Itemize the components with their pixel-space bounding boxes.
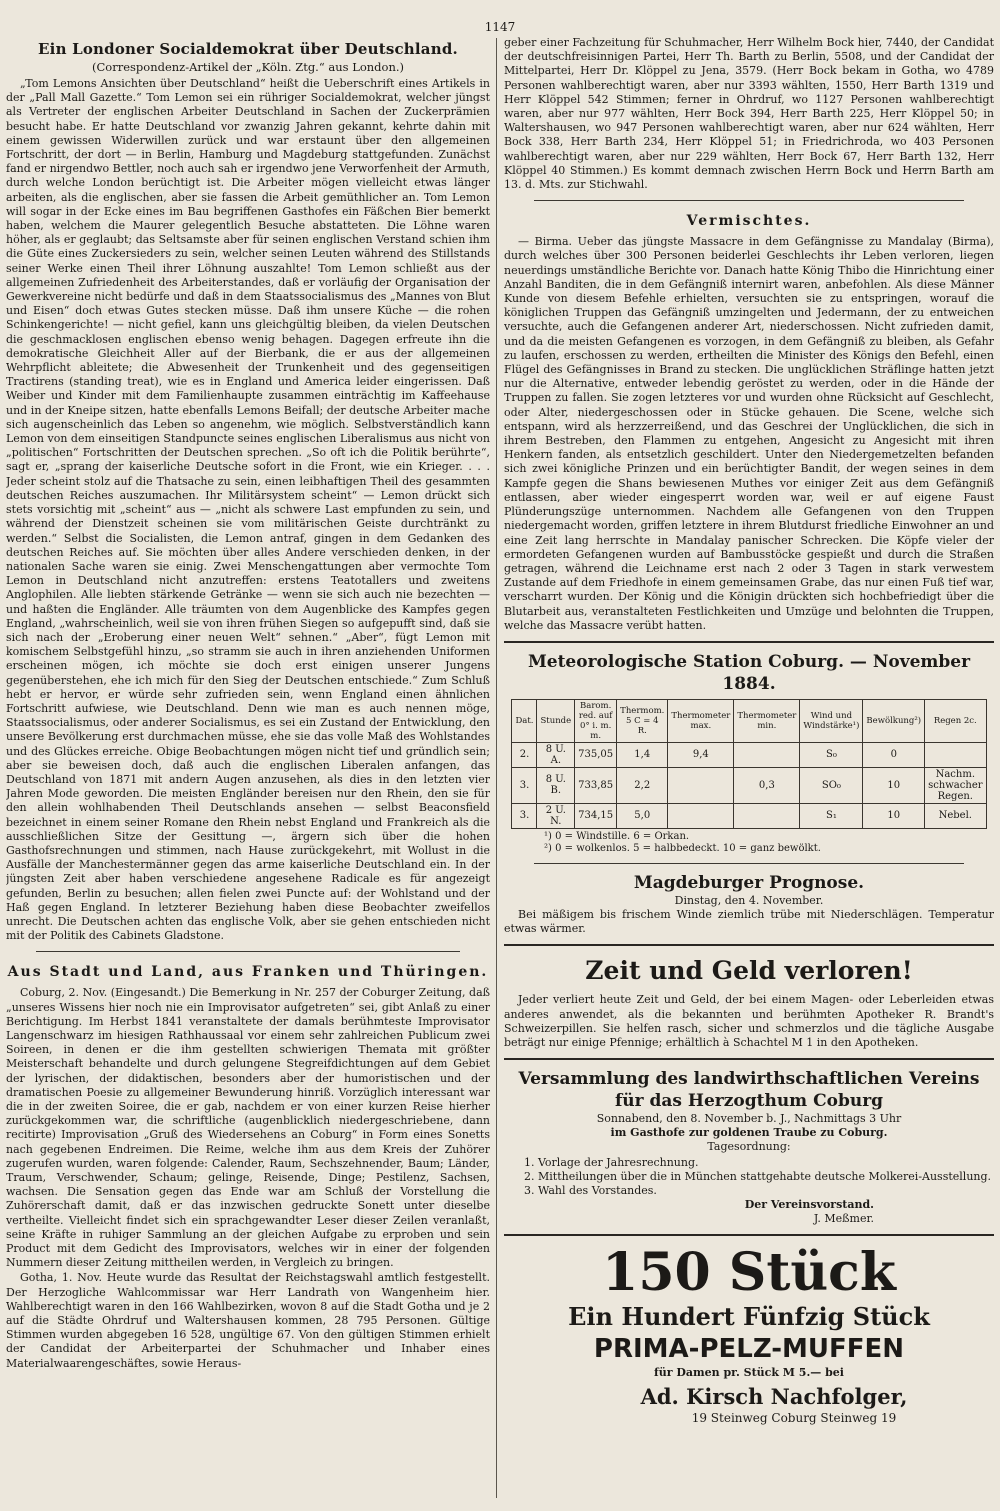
election-continuation: geber einer Fachzeitung für Schuhmacher, Herr Wilhelm Bock hier, 7440, der Candidat der deutschfreisinnigen Partei, Herr Th. Barth zu Berlin, 5508, und der Candidat der Mittelpartei, Herr Dr. Klöppel zu Jena, 3579. (Herr Bock bekam in Gotha, wo 4789 Personen wahlberechtigt waren, aber nur 3393 wählten, 1550, Herr Barth 1319 und Herr Klöppel 542 Stimmen; ferner in Ohrdruf, wo 1127 Personen wahlberechtigt waren, aber nur 977 wählten, Herr Bock 394, Herr Barth 225, Herr Klöppel 50; in Waltershausen, wo 947 Personen wahlberechtigt waren, aber nur 624 wählten, Herr Bock 338, Herr Barth 234, Herr Klöppel 51; in Friedrichroda, wo 403 Personen wahlberechtigt waren, aber nur 229 wählten, Herr Bock 67, Herr Barth 132, Herr Klöppel 40 Stimmen.) Es kommt demnach zwischen Herrn Bock und Herrn Barth am 13. d. Mts. zur Stichwahl. — [504, 36, 994, 192]
ad-meeting-agenda — [524, 1156, 994, 1198]
weather-cell — [734, 742, 800, 767]
misc-rule — [534, 200, 964, 201]
weather-cell: 734,15 — [575, 803, 617, 828]
ad-meeting-signature: Der Vereinsvorstand. — [744, 1198, 874, 1212]
weather-cell: 8 U. A. — [537, 742, 575, 767]
ad-muffs-count: 150 Stück — [602, 1242, 896, 1304]
weather-cell: 5,0 — [617, 803, 668, 828]
ad-muffs-price: für Damen pr. Stück M 5.— bei — [654, 1366, 844, 1380]
ad-meeting-date: Sonnabend, den 8. November b. J., Nachmittags 3 Uhr — [596, 1112, 902, 1126]
left-column — [6, 36, 490, 1506]
weather-cell: 8 U. B. — [537, 767, 575, 803]
weather-header: Thermometer max. — [668, 699, 734, 742]
weather-cell: Nebel. — [925, 803, 986, 828]
ad-muffs-count-words: Ein Hundert Fünfzig Stück — [568, 1302, 930, 1332]
section-heading: Aus Stadt und Land, aus Franken und Thüringen. — [7, 964, 489, 981]
weather-cell — [925, 742, 986, 767]
forecast-title: Magdeburger Prognose. — [633, 872, 865, 893]
weather-cell: 2,2 — [617, 767, 668, 803]
weather-header: Regen 2c. — [925, 699, 986, 742]
ad-rule — [504, 1058, 994, 1060]
weather-title: Meteorologische Station Coburg. — November 1884. — [527, 651, 971, 694]
weather-note: ¹) 0 = Windstille. 6 = Orkan. — [544, 830, 690, 842]
column-divider — [496, 38, 497, 1498]
weather-header: Stunde — [537, 699, 575, 742]
weather-header: Wind und Windstärke¹) — [800, 699, 863, 742]
weather-cell: 733,85 — [575, 767, 617, 803]
weather-cell: 3. — [512, 803, 537, 828]
coburg-report: Coburg, 2. Nov. (Eingesandt.) Die Bemerkung in Nr. 257 der Coburger Zeitung, daß „unseres Wissens hier noch nie ein Improvisator aufgetreten“ sei, gibt Anlaß zu einer Berichtigung. Im Herbst 1841 veranstaltete der damals berühmteste Improvisator Langenschwarz im hiesigen Rathhaussaal vor einem sehr zahlreichen Publicum zwei Soireen, in denen er die ihm gestellten schwierigen Themata mit größter Meisterschaft behandelte und durch gelungene Stegreifdichtungen auf dem Gebiet der lyrischen, der didaktischen, besonders aber der humoristischen und der dramatischen Poesie zu allgemeiner Bewunderung hinriß. Vorzüglich interessant war die in der zweiten Soiree, die er gab, nachdem er von einer kurzen Reise hierher zurückgekommen war, die schriftliche (augenblicklich niedergeschriebene, dann recitirte) Improvisation „Gruß des Wiedersehens an Coburg“ in Form eines Sonetts nach gegebenen Endreimen. Die Reime, welche ihm aus dem Kreis der Zuhörer zugerufen wurden, waren folgende: Calender, Raum, Sechszehnender, Baum; Länder, Traum, Verschwender, Schaum; gelinge, Reisende, Dinge; Pestilenz, Sachsen, wachsen. Die Sensation gegen das Ende war am Schluß der Vorstellung die Zuhörerschaft damit, daß er das inzwischen gedruckte Sonett unter dieselbe vertheilte. Vielleicht findet sich ein sprachgewandter Leser dieser Zeilen veranlaßt, seine Kräfte in ruhiger Sammlung an der gleichen Aufgabe zu erproben und sein Product mit dem Gedicht des Improvisators, welches wir in einer der folgenden Nummern dieser Zeitung mittheilen werden, in Vergleich zu bringen. — [6, 986, 490, 1270]
weather-cell: 0,3 — [734, 767, 800, 803]
weather-cell: 10 — [863, 767, 925, 803]
agenda-item: 1. Vorlage der Jahresrechnung. — [524, 1156, 699, 1170]
ad-muffs-address: 19 Steinweg Coburg Steinweg 19 — [691, 1411, 897, 1426]
misc-heading: Vermischtes. — [686, 213, 812, 230]
page-number: 1147 — [484, 20, 516, 34]
agenda-item: 2. Mittheilungen über die in München stattgehabte deutsche Molkerei-Ausstellung. — [524, 1170, 992, 1184]
article-body: „Tom Lemons Ansichten über Deutschland“ heißt die Ueberschrift eines Artikels in der „Pall Mall Gazette.“ Tom Lemon sei ein rühriger Socialdemokrat, welcher jüngst als Vertreter der englischen Arbeiter Deutschland in Sachen der Zuckerprämien besucht habe. Er hatte Deutschland vor zwanzig Jahren gekannt, kehrte dahin mit einem gewissen Widerwillen zurück und war erstaunt über den allgemeinen Fortschritt, der dort — in Berlin, Hamburg und Magdeburg stattgefunden. Zunächst fand er nirgendwo Bettler, noch auch sah er irgendwo jene Verworfenheit der Armuth, durch welche London berüchtigt ist. Die Arbeiter mögen vielleicht etwas länger arbeiten, als die englischen, aber sie fassen die Arbeit gemüthlicher an. Tom Lemon will sogar in der Ecke eines im Bau begriffenen Gasthofes ein Fäßchen Bier bemerkt haben, welchem die Maurer gelegentlich Besuche abstatteten. Die Löhne waren höher, als er geglaubt; das Seltsamste aber für seinen englischen Verstand schien ihm die Güte eines Zuckersieders zu sein, welcher seinen Leuten während des Stillstands seiner Werke einen Theil ihrer Löhnung auszahlte! Tom Lemon schließt aus der allgemeinen Zufriedenheit des Arbeiterstandes, daß er vorläufig der Organisation der Gewerkvereine nicht bedürfe und daß in dem Staatssocialismus des „Mannes von Blut und Eisen“ doch etwas Gutes stecken müsse. Daß ihm unsere Küche — die rohen Schinkengerichte! — nicht gefiel, kann uns gleichgültig bleiben, da vielen Deutschen die geschmacklosen englischen ebenso wenig behagen. Dagegen erfreute ihn die demokratische Gleichheit Aller auf der Bierbank, die er aus der allgemeinen Wehrpflicht ableitete; die Abwesenheit der Trunkenheit und des gegenseitigen Tractirens (standing treat), wie es in England und America leider eingerissen. Daß Weiber und Kinder mit dem Familienhaupte zusammen einträchtig im Kaffeehause und in der Kneipe sitzen, hatte ebenfalls Lemons Beifall; der deutsche Arbeiter mache sich augenscheinlich das Leben so angenehm, wie möglich. Selbstverständlich kann Lemon von dem einseitigen Standpuncte seines englischen Liberalismus aus nicht von „politischen“ Fortschritten der Deutschen sprechen. „So oft ich die Politik berührte“, sagt er, „sprang der kaiserliche Deutsche sofort in die Front, wie ein Krieger. . . . Jeder scheint stolz auf die Thatsache zu sein, einen leibhaftigen Theil des gesammten deutschen Reiches auszumachen. Ihr Militärsystem scheint“ — Lemon drückt sich stets vorsichtig mit „scheint“ aus — „nicht als schwere Last empfunden zu sein, und während der Dienstzeit scheinen sie vom militärischen Geiste durchtränkt zu werden.“ Selbst die Socialisten, die Lemon antraf, gingen in dem Gedanken des deutschen Reiches auf. Sie möchten über alles Andere verschieden denken, in der nationalen Sache waren sie einig. Zwei Menschengattungen aber vermochte Tom Lemon in Deutschland nicht anzutreffen: erstens Teatotallers und zweitens Anglophilen. Alle liebten stärkende Getränke — wenn sie sich auch nie bezechten — und haßten die Engländer. Alle träumten von dem Augenblicke des Kampfes gegen England, „wahrscheinlich, weil sie von ihren frühen Siegen so aufgepufft sind, daß sie sich nach der „Eroberung einer neuen Welt“ sehnen.“ „Aber“, fügt Lemon mit komischem Selbstgefühl hinzu, „so stramm sie auch in ihren anziehenden Uniformen erscheinen mögen, ich möchte sie doch erst einigen unserer Jungens gegenüberstehen, ehe ich mich für den Sieg der Deutschen entschiede.“ Zum Schluß hebt er hervor, er würde sehr zufrieden sein, wenn England einen ähnlichen Fortschritt aufwiese, wie Deutschland. Denn wie man es auch nennen möge, Staatssocialismus, oder anderer Socialismus, es sei ein Zustand der Entwicklung, den unsere Bevölkerung erst durchmachen müsse, ehe sie das volle Maß des Wohlstandes und des Glückes erreiche. Obige Beobachtungen mögen nicht tief und gründlich sein; aber sie beweisen doch, daß auch die englischen Liberalen anfangen, das Deutschland von 1871 mit andern Augen anzusehen, als dies in den letzten vier Jahren Mode geworden. Die meisten Engländer bereisen nur den Rhein, den sie für den allein wohlhabenden Theil Deutschlands ansehen — selbst Beaconsfield bezeichnet in einem seiner Romane den Rhein nebst England und Frankreich als die ausschließlichen Sitze der Gesittung —, ärgern sich über die hohen Gasthofsrechnungen und stimmen, nach Hause zurückgekehrt, mit Wollust in die Ausfälle der Manchestermänner gegen das arme kaiserliche Deutschland ein. In der jüngsten Zeit aber haben verschiedene angesehene Radicale es für angezeigt gefunden, Berlin zu besuchen; allen fielen zwei Puncte auf: der Wohlstand und der Haß gegen England. In letzterer Beziehung haben diese Beobachter zweifellos unrecht. Die Deutschen achten das englische Volk, aber sie gehen entschieden nicht mit der Politik des Cabinets Gladstone. — [6, 77, 490, 943]
weather-cell: SO₀ — [800, 767, 863, 803]
weather-note: ²) 0 = wolkenlos. 5 = halbbedeckt. 10 = ganz bewölkt. — [544, 842, 821, 854]
weather-cell: 9,4 — [668, 742, 734, 767]
ad-meeting-place: im Gasthofe zur goldenen Traube zu Coburg. — [610, 1126, 888, 1140]
gotha-report: Gotha, 1. Nov. Heute wurde das Resultat der Reichstagswahl amtlich festgestellt. Der Herzogliche Wahlcommissar war Herr Landrath von Wangenheim hier. Wahlberechtigt waren in den 166 Wahlbezirken, wovon 8 auf die Stadt Gotha und je 2 auf die Städte Ohrdruf und Waltershausen kommen, 28 795 Personen. Gültige Stimmen wurden abgegeben 16 528, ungültige 67. Von den gültigen Stimmen erhielt der Candidat der Arbeiterpartei der Schuhmacher und Inhaber eines Materialwaarengeschäftes, sowie Heraus- — [6, 1271, 490, 1370]
ad-rule — [504, 1234, 994, 1236]
weather-table — [511, 699, 986, 829]
weather-cell: 2. — [512, 742, 537, 767]
ad-pills-title: Zeit und Geld verloren! — [585, 956, 913, 986]
forecast-text: Bei mäßigem bis frischem Winde ziemlich trübe mit Niederschlägen. Temperatur etwas wärmer. — [504, 907, 994, 936]
article-headline: Ein Londoner Socialdemokrat über Deutschland. — [38, 40, 458, 58]
weather-header: Barom. red. auf 0° i. m. m. — [575, 699, 617, 742]
ad-rule — [504, 944, 994, 946]
weather-header: Bewölkung²) — [863, 699, 925, 742]
weather-cell — [668, 803, 734, 828]
ad-meeting-agenda-title: Tagesordnung: — [707, 1140, 791, 1154]
weather-row — [512, 803, 986, 828]
right-column — [504, 36, 994, 1506]
weather-cell: S₀ — [800, 742, 863, 767]
ad-muffs-firm: Ad. Kirsch Nachfolger, — [640, 1384, 908, 1410]
weather-cell: 2 U. N. — [537, 803, 575, 828]
weather-cell: 3. — [512, 767, 537, 803]
weather-cell — [734, 803, 800, 828]
weather-header: Dat. — [512, 699, 537, 742]
forecast-date: Dinstag, den 4. November. — [674, 893, 824, 907]
weather-cell: 735,05 — [575, 742, 617, 767]
weather-row — [512, 742, 986, 767]
article-subheadline: (Correspondenz-Artikel der „Köln. Ztg.“ aus London.) — [92, 60, 404, 74]
weather-header: Thermom. 5 C = 4 R. — [617, 699, 668, 742]
misc-body: — Birma. Ueber das jüngste Massacre in dem Gefängnisse zu Mandalay (Birma), durch welches über 300 Personen beiderlei Geschlechts ihr Leben verloren, liegen neuerdings umständliche Berichte vor. Danach hatte König Thibo die Hinrichtung einer Anzahl Banditen, die in dem Gefängniß internirt waren, anbefohlen. Als diese Männer Kunde von diesem Befehle erhielten, versuchten sie zu entspringen, worauf die königlichen Truppen das Gefängniß umzingelten und Jedermann, der zu entweichen versuchte, auch die Gefangenen anderer Art, niederschossen. Nicht zufrieden damit, und da die meisten Gefangenen es vorzogen, in dem Gefängniß zu bleiben, als Gefahr zu laufen, erschossen zu werden, ertheilten die Minister des Königs den Befehl, einen Flügel des Gefängnisses in Brand zu stecken. Die unglücklichen Sträflinge hatten jetzt nur die Alternative, entweder lebendig geröstet zu werden, oder in die Hände der Truppen zu fallen. Sie zogen letzteres vor und wurden ohne Rücksicht auf Geschlecht, oder Alter, niedergeschossen oder in Stücke gehauen. Die Scene, welche sich entspann, wird als herzzerreißend, und das Geschrei der Unglücklichen, die sich in ihrem Bestreben, den Flammen zu entgehen, Angesicht zu Angesicht mit ihren Henkern fanden, als entsetzlich geschildert. Unter den Niedergemetzelten befanden sich zwei königliche Prinzen und ein berüchtigter Bandit, der wegen seines in dem Kampfe gegen die Shans bewiesenen Muthes vor einiger Zeit aus dem Gefängniß entlassen, aber wieder eingesperrt worden war, weil er auf eigene Faust Plünderungszüge unternommen. Nachdem alle Gefangenen von den Truppen niedergemacht worden, griffen letztere in ihrem Blutdurst friedliche Einwohner an und eine Zeit lang herrschte in Mandalay panischer Schrecken. Die Köpfe vieler der ermordeten Gefangenen wurden auf Bambusstöcke gespießt und durch die Straßen getragen, während die Leichname erst nach 2 oder 3 Tagen in stark verwestem Zustande auf dem Friedhofe in einem gemeinsamen Grabe, das nur einen Fuß tief war, verscharrt wurden. Der König und die Königin drückten sich hochbefriedigt über die Blutarbeit aus, veranstalteten Festlichkeiten und Umzüge und belohnten die Truppen, welche das Massacre verübt hatten. — [504, 235, 994, 632]
weather-cell: 10 — [863, 803, 925, 828]
weather-row — [512, 767, 986, 803]
weather-cell: 1,4 — [617, 742, 668, 767]
ad-meeting-title-2: für das Herzogthum Coburg — [614, 1091, 884, 1112]
agenda-item: 3. Wahl des Vorstandes. — [524, 1184, 657, 1198]
weather-header: Thermometer min. — [734, 699, 800, 742]
weather-header-row — [512, 699, 986, 742]
weather-cell: 0 — [863, 742, 925, 767]
weather-cell — [668, 767, 734, 803]
weather-cell: Nachm. schwacher Regen. — [925, 767, 986, 803]
ad-meeting-signer: J. Meßmer. — [813, 1212, 874, 1226]
section-rule — [36, 951, 460, 952]
forecast-rule — [534, 863, 964, 864]
weather-notes — [504, 831, 994, 855]
ad-muffs-product: PRIMA-PELZ-MUFFEN — [593, 1334, 905, 1365]
ad-meeting-title: Versammlung des landwirthschaftlichen Vereins — [518, 1069, 980, 1090]
ad-pills-text: Jeder verliert heute Zeit und Geld, der bei einem Magen- oder Leberleiden etwas anderes anwendet, als die bekannten und berühmten Apotheker R. Brandt's Schweizerpillen. Sie helfen rasch, sicher und schmerzlos und die tägliche Ausgabe beträgt nur einige Pfennige; erhältlich à Schachtel M 1 in den Apotheken. — [504, 993, 994, 1049]
weather-rule — [504, 641, 994, 643]
weather-cell: S₁ — [800, 803, 863, 828]
